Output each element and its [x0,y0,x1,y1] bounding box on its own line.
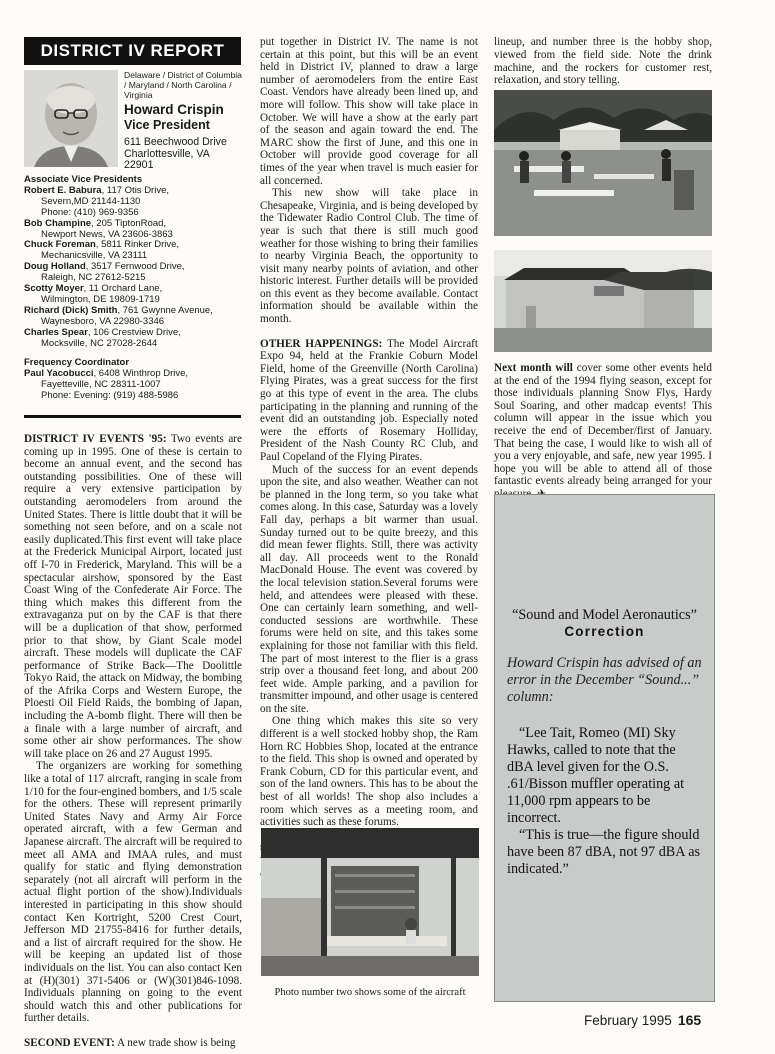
article-column-3-top: lineup, and number three is the hobby shop, viewed from the field side. Note the drink machine, and the rockers for customer rest, relaxation, and story telling. [494,36,712,87]
vice-president-photo [24,70,118,167]
article-column-2: put together in District IV. The name is not certain at this point, but this will be an event held in District IV, planned to draw a large number of aeromodelers from the entire East Coast. Vendors have already been lined up, and more will follow. This show will take place in October. We will have a show at the early part of the season and again toward the end. The MARC show the first of June, and this one in October will provide good coverage for all times of the year when travel is much easier for all concerned. This new show will take place in Chesapeake, Virginia, and is being developed by the Tidewater Radio Control Club. The time of year is such that there is still much good weather for those wishing to bring their families to nearby Virginia Beach, the opportunity to visit many nearby points of aviation, and other historic interest. Further details will be provided on this event as they become available. Contact information should be available within the month. OTHER HAPPENINGS: The Model Aircraft Expo 94, held at the Frankie Coburn Model Field, home of the Greenville (North Carolina) Flying Pirates, was a great success for the first go at this type of event in the area. The clubs participating in the planning and running of the event did an outstanding job. Especially noted were the efforts of Rosemary Holliday, President of the Nash County RC Club, and Paul Copeland of the Flying Pirates. Much of the success for an event depends upon the site, and also weather. Weather can not be planned in the long term, so you take what comes along. In this case, Saturday was a lovely Fall day, perhaps a bit warmer than usual. Sunday turned out to be quite breezy, and this did mean fewer flights. Still, there was activity all day. All proceeds went to the Ronald MacDonald House. The event was covered by the local television station.Several forums were held, and attendees were pleased with these. One can certainly learn something, and well-conducted sessions are worthwhile. These forums were held on site, and this takes some explaining for those not familiar with this field. The part of most interest to the flier is a grass strip over a thousand feet long, and about 200 feet wide. Ample parking, and a pavilion for transmitter impound, and other usage is centered on the site. One thing which makes this site so very different is a well stocked hobby shop, the Ram Horn RC Hobbies Shop, located at the entrance to the field. This shop is owned and operated by Frank Coburn, CD for this particular event, and son of the land owners. This has to be about the best of all worlds! The shop also includes a room which serves as a meeting room, and activities such as these forums. [260,36,478,829]
hobby-shop-photo [494,250,712,352]
page-footer [584,1012,701,1028]
associate-entry: Doug Holland, 3517 Fernwood Drive, Raleigh, NC 27612-5215 [24,261,185,284]
issue-date: February 1995 [584,1013,672,1028]
photo-caption: Photo number two shows some of the aircraft [274,987,466,998]
associate-entry: Charles Spear, 106 Crestview Drive, Mocksville, NC 27028-2644 [24,326,181,349]
section-divider [24,415,241,418]
associate-entry: Richard (Dick) Smith, 761 Gwynne Avenue, Waynesboro, VA 22980-3346 [24,304,213,327]
vice-president-address: 611 Beechwood Drive Charlottesville, VA 22901 [124,136,227,171]
correction-sidebar [494,494,715,1002]
frequency-heading: Frequency Coordinator [24,357,130,368]
second-event-paragraph: SECOND EVENT: A new trade show is being [24,1036,236,1049]
associate-entry: Scotty Moyer, 11 Orchard Lane, Wilmington, DE 19809-1719 [24,283,163,305]
organizers-paragraph: The organizers are working for something like a total of 117 aircraft, ranging in scale from 1/10 for the four-engined bombers, and 1/5 scale for the others. These will represent primarily United States Navy and Army Air Force operated aircraft, with a few German and Japanese aircraft. The aircraft will be required to meet all AMA and IMAA rules, and must qualify for static and flying demonstration separately (not all aircraft will perform in the actual flight portion of the show).Individuals interested in participating in this show should contact Ken Kortright, 5200 Crest Court, Jefferson MD 21755-8416 for further details, and a list of aircraft required for the show. He will be keeping an updated list of those individuals on the list. You can also contact Ken at (H)(301) 371-5406 or (W)(301)846-1098. Individuals planning on going to the event should watch this and other publications for further details. [24,760,242,1025]
vice-president-name: Howard Crispin [124,102,224,117]
associate-vp-list [24,175,244,350]
sidebar-quote: “Lee Tait, Romeo (MI) Sky Hawks, called to note that the dBA level given for the O.S. .61/Bisson muffler operating at 11,000 rpm appears to be incorrect. “This is true—the figure should have been 87 dBA, not 97 dBA as indicated.” [507,725,701,877]
article-column-3-bottom: Next month will cover some other events held at the end of the 1994 flying season, except for those individuals planning Snow Flys, Hardy Soul Soaring, and other madcap events! This column will appear in the issue which you receive the end of December/first of January. That being the case, I would like to wish all of you a very enjoyable, and safe, new year 1995. I hope you will be able to attend all of those fantastic events already being arranged for your [494,362,712,501]
frequency-coordinator: Frequency Coordinator Paul Yacobucci, 6408 Winthrop Drive, Fayetteville, NC 28311-1007 Phone: Evening: (919) 488-5986 [24,358,244,402]
associate-vp-heading: Associate Vice Presidents [24,174,143,185]
district-report-title: DISTRICT IV REPORT [24,37,241,65]
sidebar-title: “Sound and Model Aeronautics” [512,607,697,623]
pavilion-photo [261,828,479,976]
vice-president-title: Vice President [124,118,210,132]
associate-entry: Chuck Foreman, 5811 Rinker Drive, Mechanicsville, VA 23111 [24,239,180,262]
associate-entry: Bob Champine, 205 TiptonRoad, Newport News, VA 23606-3863 [24,217,173,240]
page-number: 165 [677,1012,702,1028]
sidebar-intro: Howard Crispin has advised of an error in the December “Sound...” column: [507,655,702,705]
district-states: Delaware / District of Columbia / Maryland / North Carolina / Virginia [124,70,242,100]
aircraft-lineup-photo [494,90,712,236]
events-paragraph: DISTRICT IV EVENTS '95: Two events are coming up in 1995. One of these is certain to become an annual event, and the second has outstanding possibilities. One of these will require a very extensive participation by outstanding aeromodelers from around the United States. There is little doubt that it will be something not seen before, and on a scale not easily duplicated.This first event will take place at the Frederick Municipal Airport, located just off I-70 in Frederick, Maryland. This will be a spectacular airshow, sponsored by the East Coast Wing of the Confederate Air Force. The thing which makes this different from the extravaganza put on by the CAF is that there will be a duplication of that show, performed prior to that show, by Giant Scale model aircraft. These models will duplicate the CAF performance of Strike Back—The Doolittle Tokyo Raid, the attack on Midway, the bombing of the Afrika Corps and Western Europe, the Ploesti Oil Field Raids, the bombing of Japan, including the A-bomb flight. There will then be a finale with a large number of aircraft, and some other air show performances. The show will take place on 26 and 27 August 1995. [24,433,242,760]
article-column-1 [24,433,242,1050]
associate-entry: Robert E. Babura, 117 Otis Drive, Severn,MD 21144-1130 Phone: (410) 969-9356 [24,184,170,218]
sidebar-subtitle: Correction [564,624,645,639]
